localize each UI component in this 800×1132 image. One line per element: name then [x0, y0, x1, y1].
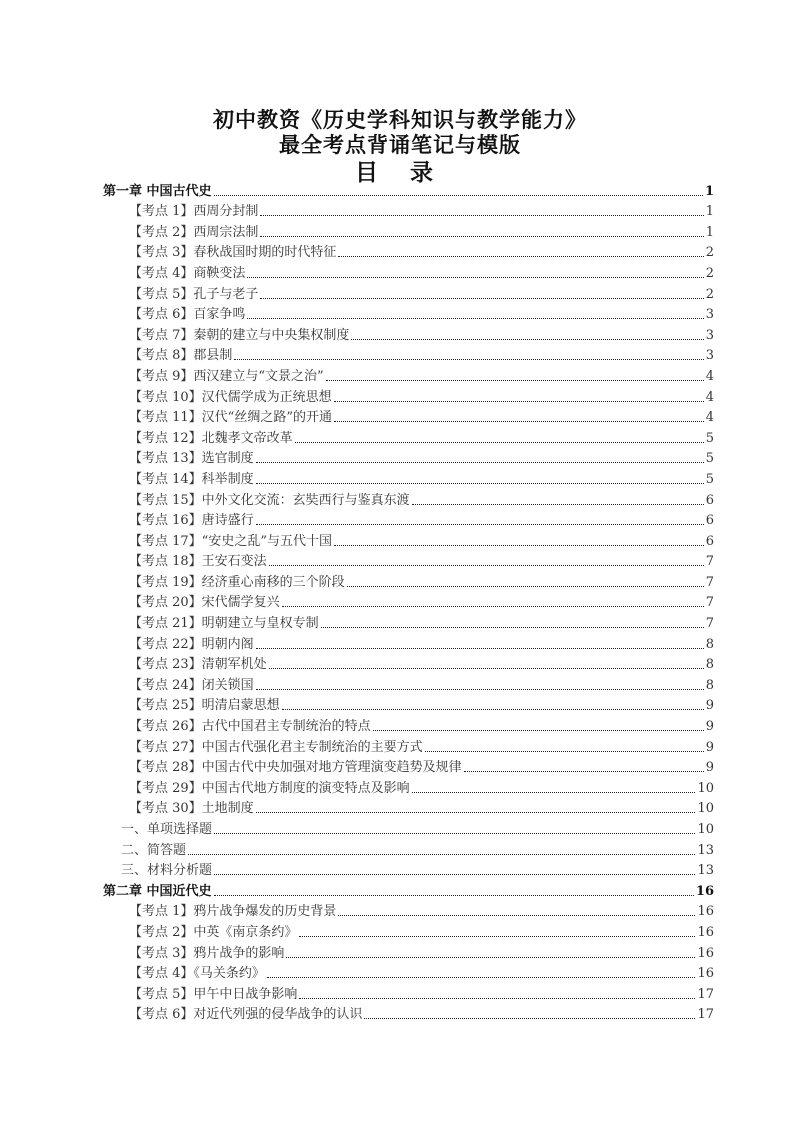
- toc-entry-title: 【考点 26】古代中国君主专制统治的特点: [129, 719, 371, 735]
- toc-keypoint-entry[interactable]: [103, 919, 714, 940]
- toc-page-number: 5: [705, 430, 714, 446]
- toc-page-number: 2: [705, 286, 714, 302]
- toc-keypoint-entry[interactable]: [103, 981, 714, 1002]
- toc-entry-title: 【考点 4】《马关条约》: [129, 966, 265, 982]
- toc-dot-leader: [299, 936, 695, 937]
- toc-entry-title: 【考点 7】秦朝的建立与中央集权制度: [129, 327, 350, 343]
- toc-dot-leader: [338, 915, 695, 916]
- toc-dot-leader: [234, 359, 703, 360]
- toc-section-entry[interactable]: [103, 837, 714, 858]
- toc-dot-leader: [334, 401, 704, 402]
- toc-entry-title: 【考点 2】中英《南京条约》: [129, 924, 298, 940]
- toc-page-number: 6: [705, 533, 714, 549]
- toc-page-number: 9: [705, 739, 714, 755]
- table-of-contents: [103, 178, 714, 1022]
- toc-chapter-entry[interactable]: [103, 178, 714, 199]
- toc-page-number: 2: [705, 265, 714, 281]
- toc-page-number: 8: [705, 657, 714, 673]
- toc-entry-title: 【考点 21】明朝建立与皇权专制: [129, 616, 319, 632]
- toc-page-number: 10: [697, 780, 714, 796]
- toc-page-number: 9: [705, 698, 714, 714]
- toc-page-number: 10: [697, 822, 714, 837]
- toc-dot-leader: [269, 565, 704, 566]
- toc-dot-leader: [256, 689, 704, 690]
- toc-section-entry[interactable]: [103, 816, 714, 837]
- toc-keypoint-entry[interactable]: [103, 240, 714, 261]
- toc-dot-leader: [247, 277, 703, 278]
- toc-entry-title: 【考点 11】汉代“丝绸之路”的开通: [129, 410, 332, 426]
- toc-entry-title: 【考点 22】明朝内阁: [129, 636, 254, 652]
- toc-keypoint-entry[interactable]: [103, 940, 714, 961]
- toc-dot-leader: [256, 812, 696, 813]
- toc-keypoint-entry[interactable]: [103, 734, 714, 755]
- toc-entry-title: 三、材料分析题: [121, 863, 213, 879]
- toc-dot-leader: [347, 586, 704, 587]
- toc-entry-title: 【考点 3】春秋战国时期的时代特征: [129, 245, 337, 261]
- toc-page-number: 1: [704, 183, 714, 199]
- toc-entry-title: 【考点 5】甲午中日战争影响: [129, 986, 298, 1002]
- toc-dot-leader: [295, 442, 704, 443]
- toc-dot-leader: [256, 483, 704, 484]
- toc-dot-leader: [214, 833, 695, 834]
- toc-keypoint-entry[interactable]: [103, 755, 714, 776]
- toc-entry-title: 一、单项选择题: [121, 822, 213, 837]
- toc-entry-title: 【考点 17】“安史之乱”与五代十国: [129, 533, 332, 549]
- toc-entry-title: 【考点 2】西周宗法制: [129, 224, 259, 240]
- toc-dot-leader: [425, 751, 704, 752]
- toc-page-number: 16: [697, 945, 714, 961]
- toc-page-number: 8: [705, 636, 714, 652]
- toc-entry-title: 【考点 6】百家争鸣: [129, 307, 246, 323]
- toc-entry-title: 【考点 5】孔子与老子: [129, 286, 259, 302]
- toc-keypoint-entry[interactable]: [103, 713, 714, 734]
- toc-dot-leader: [188, 854, 695, 855]
- toc-page-number: 7: [705, 554, 714, 570]
- toc-keypoint-entry[interactable]: [103, 775, 714, 796]
- toc-dot-leader: [247, 318, 703, 319]
- toc-keypoint-entry[interactable]: [103, 260, 714, 281]
- toc-dot-leader: [214, 195, 703, 196]
- toc-keypoint-entry[interactable]: [103, 343, 714, 364]
- toc-entry-title: 【考点 13】选官制度: [129, 451, 254, 467]
- toc-page-number: 1: [705, 204, 714, 220]
- toc-page-number: 13: [697, 863, 714, 879]
- toc-entry-title: 【考点 14】科举制度: [129, 471, 254, 487]
- toc-keypoint-entry[interactable]: [103, 281, 714, 302]
- toc-keypoint-entry[interactable]: [103, 672, 714, 693]
- toc-entry-title: 二、简答题: [121, 842, 187, 858]
- toc-page-number: 6: [705, 513, 714, 529]
- toc-keypoint-entry[interactable]: [103, 302, 714, 323]
- toc-page-number: 17: [697, 986, 714, 1002]
- toc-keypoint-entry[interactable]: [103, 899, 714, 920]
- toc-page-number: 7: [705, 595, 714, 611]
- toc-entry-title: 【考点 1】鸦片战争爆发的历史背景: [129, 904, 337, 920]
- toc-page-number: 16: [697, 966, 714, 982]
- toc-dot-leader: [282, 606, 704, 607]
- toc-entry-title: 【考点 16】唐诗盛行: [129, 513, 254, 529]
- toc-entry-title: 【考点 8】郡县制: [129, 348, 233, 364]
- toc-dot-leader: [256, 648, 704, 649]
- toc-page-number: 3: [705, 327, 714, 343]
- toc-keypoint-entry[interactable]: [103, 1002, 714, 1023]
- toc-entry-title: 第二章 中国近代史: [103, 883, 212, 899]
- toc-page-number: 8: [705, 677, 714, 693]
- toc-chapter-entry[interactable]: [103, 878, 714, 899]
- toc-dot-leader: [269, 668, 704, 669]
- toc-dot-leader: [260, 215, 703, 216]
- toc-dot-leader: [299, 998, 695, 999]
- toc-page-number: 3: [705, 307, 714, 323]
- toc-entry-title: 【考点 29】中国古代地方制度的演变特点及影响: [129, 780, 410, 796]
- toc-entry-title: 【考点 18】王安石变法: [129, 554, 267, 570]
- toc-page-number: 1: [705, 224, 714, 240]
- toc-page-number: 16: [697, 924, 714, 940]
- toc-keypoint-entry[interactable]: [103, 487, 714, 508]
- toc-page-number: 4: [705, 368, 714, 384]
- toc-dot-leader: [321, 627, 704, 628]
- toc-keypoint-entry[interactable]: [103, 961, 714, 982]
- toc-entry-title: 【考点 20】宋代儒学复兴: [129, 595, 280, 611]
- document-title-line1: 初中教资《历史学科知识与教学能力》: [213, 107, 587, 132]
- toc-keypoint-entry[interactable]: [103, 384, 714, 405]
- toc-page-number: 9: [705, 719, 714, 735]
- toc-dot-leader: [260, 236, 703, 237]
- toc-entry-title: 【考点 3】鸦片战争的影响: [129, 945, 285, 961]
- toc-keypoint-entry[interactable]: [103, 405, 714, 426]
- toc-page-number: 4: [705, 410, 714, 426]
- toc-entry-title: 【考点 15】中外文化交流：玄奘西行与鉴真东渡: [129, 492, 410, 508]
- toc-page-number: 16: [697, 904, 714, 920]
- toc-keypoint-entry[interactable]: [103, 569, 714, 590]
- toc-dot-leader: [267, 977, 696, 978]
- toc-keypoint-entry[interactable]: [103, 610, 714, 631]
- toc-keypoint-entry[interactable]: [103, 322, 714, 343]
- toc-entry-title: 【考点 4】商鞅变法: [129, 265, 246, 281]
- toc-keypoint-entry[interactable]: [103, 425, 714, 446]
- toc-page-number: 9: [705, 760, 714, 776]
- toc-dot-leader: [282, 709, 704, 710]
- toc-dot-leader: [286, 957, 695, 958]
- toc-page-number: 2: [705, 245, 714, 261]
- toc-page-number: 6: [705, 492, 714, 508]
- toc-page-number: 4: [705, 389, 714, 405]
- toc-keypoint-entry[interactable]: [103, 796, 714, 817]
- toc-entry-title: 【考点 1】西周分封制: [129, 204, 259, 220]
- toc-keypoint-entry[interactable]: [103, 466, 714, 487]
- toc-page-number: 10: [697, 801, 714, 817]
- toc-dot-leader: [214, 895, 694, 896]
- toc-dot-leader: [326, 380, 704, 381]
- toc-entry-title: 【考点 9】西汉建立与“文景之治”: [129, 368, 324, 384]
- toc-entry-title: 【考点 19】经济重心南移的三个阶段: [129, 574, 345, 590]
- toc-keypoint-entry[interactable]: [103, 219, 714, 240]
- toc-keypoint-entry[interactable]: [103, 446, 714, 467]
- toc-dot-leader: [338, 256, 703, 257]
- toc-dot-leader: [412, 792, 696, 793]
- toc-keypoint-entry[interactable]: [103, 549, 714, 570]
- toc-dot-leader: [256, 524, 704, 525]
- toc-keypoint-entry[interactable]: [103, 693, 714, 714]
- toc-keypoint-entry[interactable]: [103, 528, 714, 549]
- toc-dot-leader: [412, 504, 704, 505]
- toc-page-number: 7: [705, 616, 714, 632]
- toc-keypoint-entry[interactable]: [103, 631, 714, 652]
- toc-dot-leader: [373, 730, 704, 731]
- toc-dot-leader: [351, 339, 703, 340]
- toc-entry-title: 【考点 23】清朝军机处: [129, 657, 267, 673]
- toc-heading: 目 录: [354, 159, 445, 186]
- toc-entry-title: 【考点 28】中国古代中央加强对地方管理演变趋势及规律: [129, 760, 462, 776]
- toc-dot-leader: [256, 462, 704, 463]
- toc-entry-title: 【考点 27】中国古代强化君主专制统治的主要方式: [129, 739, 423, 755]
- toc-keypoint-entry[interactable]: [103, 590, 714, 611]
- toc-page-number: 7: [705, 574, 714, 590]
- toc-page-number: 16: [695, 883, 714, 899]
- toc-keypoint-entry[interactable]: [103, 652, 714, 673]
- toc-page-number: 3: [705, 348, 714, 364]
- toc-entry-title: 【考点 6】对近代列强的侵华战争的认识: [129, 1007, 363, 1023]
- toc-dot-leader: [464, 771, 704, 772]
- toc-keypoint-entry[interactable]: [103, 199, 714, 220]
- toc-keypoint-entry[interactable]: [103, 363, 714, 384]
- toc-dot-leader: [364, 1018, 695, 1019]
- document-title-line2: 最全考点背诵笔记与模版: [279, 132, 521, 157]
- toc-page-number: 17: [697, 1007, 714, 1023]
- toc-page-number: 5: [705, 451, 714, 467]
- toc-page-number: 13: [697, 842, 714, 858]
- toc-entry-title: 【考点 30】土地制度: [129, 801, 254, 817]
- toc-section-entry[interactable]: [103, 858, 714, 879]
- toc-dot-leader: [334, 545, 704, 546]
- toc-entry-title: 第一章 中国古代史: [103, 183, 212, 199]
- toc-dot-leader: [214, 874, 695, 875]
- toc-keypoint-entry[interactable]: [103, 508, 714, 529]
- toc-entry-title: 【考点 25】明清启蒙思想: [129, 698, 280, 714]
- toc-dot-leader: [334, 421, 704, 422]
- toc-dot-leader: [260, 298, 703, 299]
- toc-entry-title: 【考点 24】闭关锁国: [129, 677, 254, 693]
- toc-entry-title: 【考点 10】汉代儒学成为正统思想: [129, 389, 332, 405]
- toc-entry-title: 【考点 12】北魏孝文帝改革: [129, 430, 293, 446]
- toc-page-number: 5: [705, 471, 714, 487]
